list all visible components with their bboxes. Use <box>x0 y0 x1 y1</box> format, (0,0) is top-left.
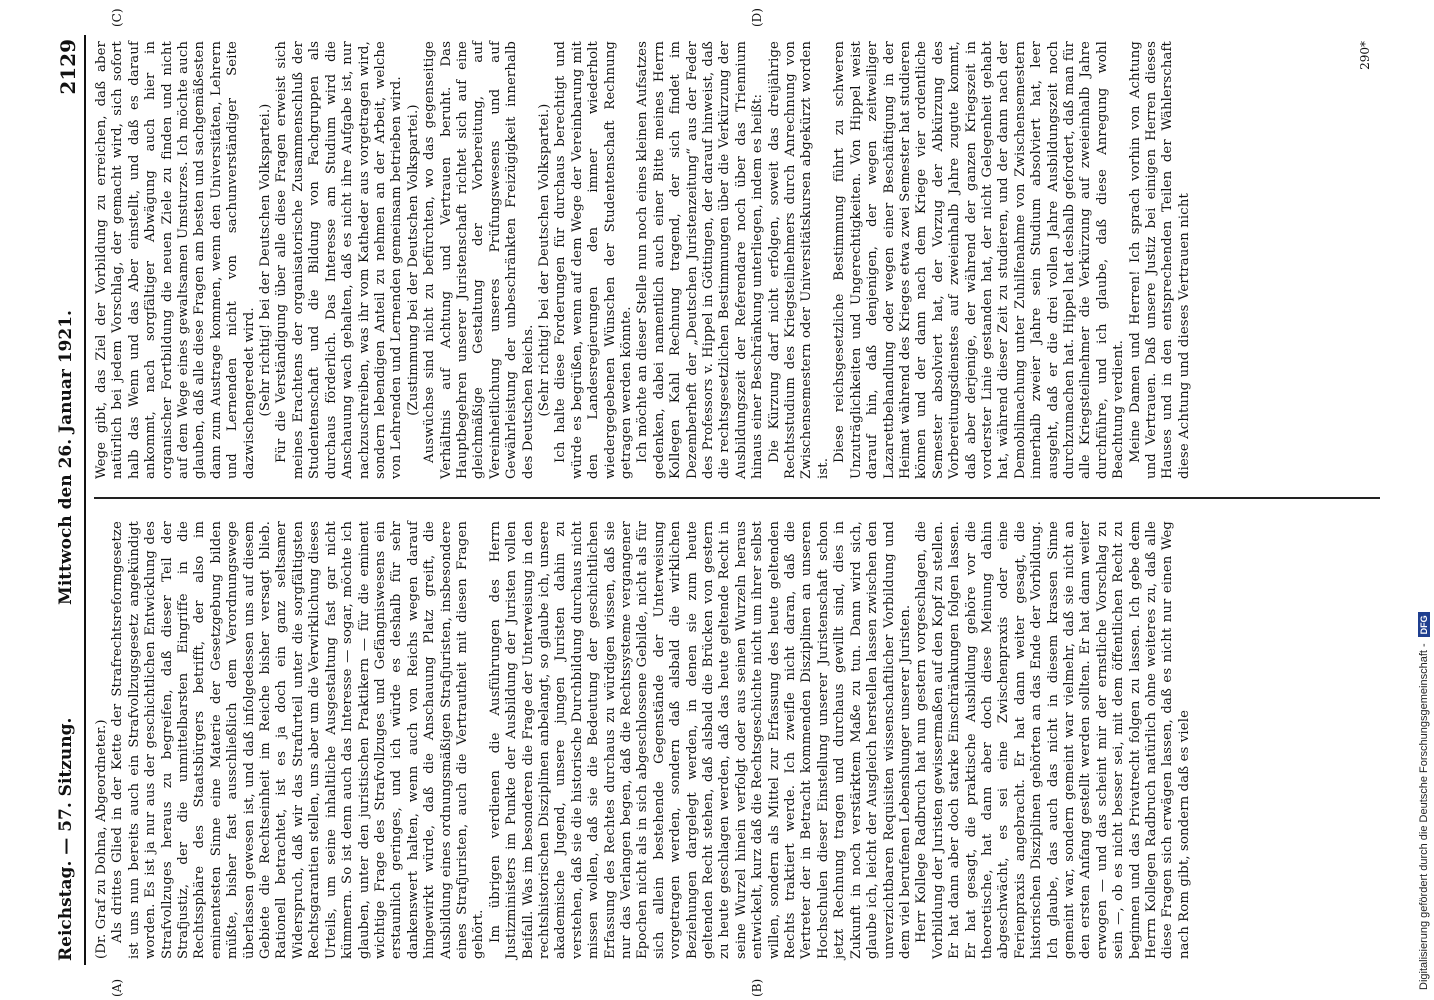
paragraph: Als drittes Glied in der Kette der Strafrechtsreformgesetze ist uns nun bereits auch ein Strafvollzugsgesetz angekündigt worden. Es ist ja nur aus der geschichtlichen Entwicklung des Strafvollzuges heraus zu begreifen, daß dieser Teil der Strafjustiz, der die unmittelbarsten Eingriffe in die Rechtssphäre des Staatsbürgers betrifft, der also im eminentesten Sinne eine Materie der Gesetzgebung bilden müßte, bisher fast ausschließlich dem Verordnungswege überlassen gewesen ist, und daß infolgedessen uns auf diesem Gebiete die Rechtseinheit im Reiche bisher versagt blieb. Rationell betrachtet, ist es ja doch ein ganz seltsamer Widerspruch, daß wir das Strafurteil unter die sorgfältigsten Rechtsgarantien stellen, uns aber um die Verwirklichung dieses Urteils, um seine inhaltliche Ausgestaltung fast gar nicht kümmern. So ist denn auch das Interesse — sogar, möchte ich glauben, unter den juristischen Praktikern — für die eminent wichtige Frage des Strafvollzuges und Gefängniswesens ein erstaunlich geringes, und ich würde es deshalb für sehr dankenswert halten, wenn auch von Reichs wegen darauf hingewirkt würde, daß die Anschauung Platz greift, die Ausbildung eines ordnungsmäßigen Strafjuristen, insbesondere eines Strafjuristen, auch die Vertrautheit mit diesen Fragen gehört. <box>110 521 487 959</box>
paragraph: Ich möchte an dieser Stelle nun noch eines kleinen Aufsatzes gedenken, dabei namentlich auch einer Bitte meines Herrn Kollegen Kahl Rechnung tragend, der sich findet im Dezemberheft der „Deutschen Juristenzeitung“ aus der Feder des Professors v. Hippel in Göttingen, der darauf hinweist, daß die rechtsgesetzlichen Bestimmungen über die Verkürzung der Ausbildungszeit der Referendare noch über das Triennium hinaus einer Beschränkung unterliegen, indem es heißt: <box>635 41 766 479</box>
margin-mark-a: (A) <box>110 978 124 997</box>
rotated-page-content <box>50 8 1390 997</box>
page-header <box>50 35 86 965</box>
right-column <box>94 41 1193 479</box>
paragraph: Ich halte diese Forderungen für durchaus berechtigt und würde es begrüßen, wenn auf dem Wege der Vereinbarung mit den Landesregierungen den immer wiederholt wiedergegebenen Wünschen der Studentenschaft Rechnung getragen werden könnte. <box>553 41 634 479</box>
margin-mark-d: (D) <box>750 8 764 27</box>
header-left: Reichstag. — 57. Sitzung. <box>56 717 76 961</box>
quotation: Die Kürzung darf nicht erfolgen, soweit das dreijährige Rechtsstudium des Kriegsteilnehmers durch Anrechnung von Zwischensemestern oder Universitätskursen abgekürzt worden ist. <box>766 41 831 479</box>
margin-mark-c: (C) <box>110 8 124 27</box>
header-center: Mittwoch den 26. Januar 1921. <box>56 310 76 605</box>
margin-mark-b: (B) <box>750 978 764 997</box>
interjection: (Sehr richtig! bei der Deutschen Volkspartei.) <box>536 103 552 417</box>
paragraph: Diese reichsgesetzliche Bestimmung führt zu schweren Unzuträglichkeiten und Ungerechtigkeiten. Von Hippel weist darauf hin, daß denjenigen, der wegen zeitweiliger Lazarettbehandlung oder wegen einer Beschäftigung in der Heimat während des Krieges etwa zwei Semester hat studieren können und der dann nach dem Kriege vier ordentliche Semester absolviert hat, der Vorzug der Abkürzung des Vorbereitungsdienstes auf zweieinhalb Jahre zugute kommt, daß aber derjenige, der während der ganzen Kriegszeit in vorderster Linie gestanden hat, der nicht Gelegenheit gehabt hat, während dieser Zeit zu studieren, und der dann nach der Demobilmachung unter Zuhilfenahme von Zwischensemestern innerhalb zweier Jahre sein Studium absolviert hat, leer ausgeht, daß er die drei vollen Jahre Ausbildungszeit noch durchzumachen hat. Hippel hat deshalb gefordert, daß man für alle Kriegsteilnehmer die Verkürzung auf zweieinhalb Jahre durchführe, und ich glaube, daß diese Anregung wohl Beachtung verdient. <box>832 41 1127 479</box>
dfg-logo: DFG <box>1418 612 1430 637</box>
paragraph: Auswüchse sind nicht zu befürchten, wo das gegenseitige Verhältnis auf Achtung und Vertrauen beruht. Das Hauptbegehren unserer Juristenschaft richtet sich auf eine gleichmäßige Gestaltung der Vorbereitung, auf Vereinheitlichung unseres Prüfungswesens und auf Gewährleistung der unbeschränkten Freizügigkeit innerhalb des Deutschen Reichs. <box>422 41 536 479</box>
side-note-text: Digitalisierung gefördert durch die Deutsche Forschungsgemeinschaft - <box>1418 643 1430 990</box>
speaker-line: (Dr. Graf zu Dohna, Abgeordneter.) <box>94 719 109 959</box>
paragraph: Herr Kollege Radbruch hat nun gestern vorgeschlagen, die Vorbildung der Juristen gewissermaßen auf den Kopf zu stellen. Er hat dann aber doch starke Einschränkungen folgen lassen. Er hat gesagt, die praktische Ausbildung gehöre vor die theoretische, hat dann aber doch diese Meinung dahin abgeschwächt, es sei eine Zwischenpraxis oder eine Ferienpraxis angebracht. Er hat dann weiter gesagt, die historischen Disziplinen gehörten an das Ende der Vorbildung. Ich glaube, das auch das nicht in diesem krassen Sinne gemeint war, sondern gemeint war vielmehr, daß sie nicht an den ersten Anfang gestellt werden sollten. Er hat dann weiter erwogen — und das scheint mir der ernstliche Vorschlag zu sein —, ob es nicht besser sei, mit dem öffentlichen Recht zu beginnen und das Privatrecht folgen zu lassen. Ich gebe dem Herrn Kollegen Radbruch natürlich ohne weiteres zu, daß alle diese Fragen sich erwägen lassen, daß es nicht nur einen Weg nach Rom gibt, sondern daß es viele <box>914 521 1192 959</box>
footer-marker: 290* <box>1358 41 1372 70</box>
paragraph: Wege gibt, das Ziel der Vorbildung zu erreichen, daß aber natürlich bei jedem Vorschlag, der gemacht wird, sich sofort halb das Wenn und das Aber einstellt, und daß es darauf ankommt, nach sorgfältiger Abwägung auch hier in organischer Fortbildung die neuen Ziele zu finden und nicht auf dem Wege eines gewaltsamen Umsturzes. Ich möchte auch glauben, daß alle diese Fragen am besten und sachgemäßesten dann zum Austrage kommen, wenn den Universitäten, Lehrern und Lernenden nicht von sachunverständiger Seite dazwischengeredet wird. <box>94 41 257 479</box>
paragraph: Meine Damen und Herren! Ich sprach vorhin von Achtung und Vertrauen. Daß unsere Justiz bei einigen Herren dieses Hauses und in den entsprechenden Teilen der Wählerschaft diese Achtung und dieses Vertrauen nicht <box>1127 41 1192 479</box>
dfg-side-note <box>1418 10 1430 990</box>
paragraph: Im übrigen verdienen die Ausführungen des Herrn Justizministers im Punkte der Ausbildung der Juristen vollen Beifall. Was im besonderen die Frage der Unterweisung in den rechtshistorischen Disziplinen anbelangt, so glaube ich, unsere akademische Jugend, unsere jungen Juristen dahin zu verstehen, daß sie die historische Durchbildung durchaus nicht missen wollen, daß sie die Bedeutung der geschichtlichen Erfassung des Rechtes durchaus zu würdigen wissen, daß sie nur das Verlangen begen, daß die Rechtssysteme vergangener Epochen nicht als in sich abgeschlossene Gebilde, nicht als für sich allein bestehende Gegenstände der Unterweisung vorgetragen werden, sondern daß alsbald die wirklichen Beziehungen dargelegt werden, in denen sie zum heute geltenden Recht stehen, daß alsbald die Brücken von gestern zu heute geschlagen werden, daß das heute geltende Recht in seine Wurzel hinein verfolgt oder aus seinen Wurzeln heraus entwickelt, kurz daß die Rechtsgeschichte nicht um ihrer selbst willen, sondern als Mittel zur Erfassung des heute geltenden Rechts traktiert werde. Ich zweifle nicht daran, daß die Vertreter der in Betracht kommenden Disziplinen an unseren Hochschulen dieser Einstellung unserer Juristenschaft schon jetzt Rechnung tragen und durchaus gewillt sind, dies in Zukunft in noch verstärktem Maße zu tun. Dann wird sich, glaube ich, leicht der Ausgleich herstellen lassen zwischen den unverzichtbaren Requisiten wissenschaftlicher Vorbildung und dem viel berufenen Lebenshunger unserer Juristen. <box>487 521 913 959</box>
interjection: (Sehr richtig! bei der Deutschen Volkspartei.) <box>258 103 274 417</box>
interjection: (Zustimmung bei der Deutschen Volkspartei.) <box>405 104 421 416</box>
paragraph: Für die Verständigung über alle diese Fragen erweist sich meines Erachtens der organisatorische Zusammenschluß der Studentenschaft und die Bildung von Fachgruppen als durchaus förderlich. Das Interesse am Studium wird die Anschauung wach gehalten, daß es nicht ihre Aufgabe ist, nur nachzuschreiben, was ihr vom Katheder aus vorgetragen wird, sondern lebendigen Anteil zu nehmen an der Arbeit, welche von Lehrenden und Lernenden gemeinsam betrieben wird. <box>274 41 405 479</box>
column-divider <box>94 497 1380 499</box>
left-column <box>94 521 1193 959</box>
page-number: 2129 <box>56 39 80 95</box>
